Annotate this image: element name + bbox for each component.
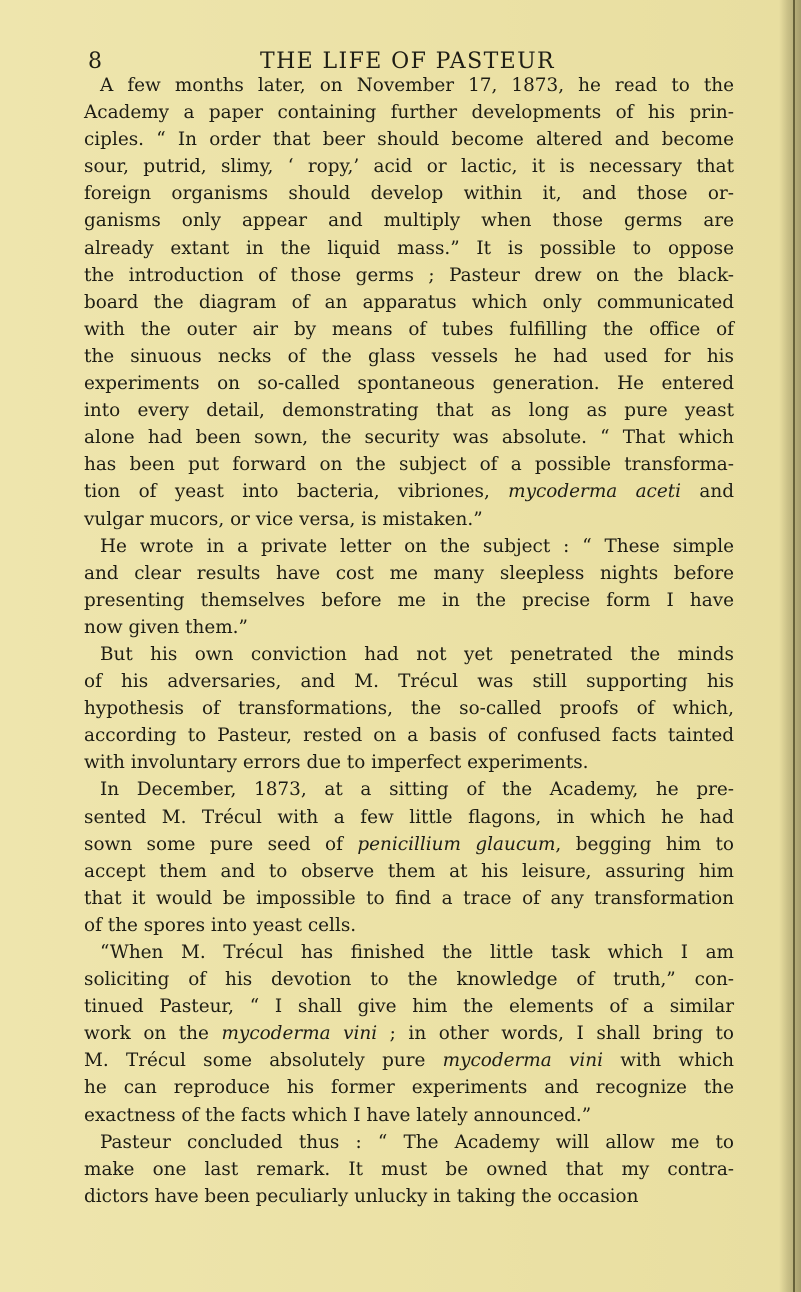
page-number: 8 <box>88 49 103 74</box>
text-line: with the outer air by means of tubes fulfilling the office of <box>84 318 734 340</box>
text-line: has been put forward on the subject of a possible transforma- <box>84 454 734 476</box>
italic-term: penicillium glaucum <box>357 833 556 855</box>
text-line: he can reproduce his former experiments and recognize the <box>84 1077 734 1099</box>
text-line: Academy a paper containing further developments of his prin- <box>84 102 734 124</box>
text-line: work on the mycoderma vini ; in other words, I shall bring to <box>84 1023 734 1045</box>
text-line: that it would be impossible to find a trace of any transformation <box>84 887 734 909</box>
text-line: the sinuous necks of the glass vessels he had used for his <box>84 345 734 367</box>
text-line: board the diagram of an apparatus which only communicated <box>84 291 734 313</box>
text-line: A few months later, on November 17, 1873, he read to the <box>100 75 734 96</box>
text-line: Pasteur concluded thus : “ The Academy will allow me to <box>100 1131 734 1153</box>
text-line: vulgar mucors, or vice versa, is mistaken.” <box>84 508 483 530</box>
italic-term: mycoderma vini <box>442 1050 603 1072</box>
text-line: In December, 1873, at a sitting of the Academy, he pre- <box>100 779 734 801</box>
text-line: foreign organisms should develop within it, and those or- <box>84 183 734 205</box>
text-line: ganisms only appear and multiply when those germs are <box>84 210 734 232</box>
text-line: “When M. Trécul has finished the little task which I am <box>100 942 734 963</box>
text-line: ciples. “ In order that beer should become altered and become <box>84 129 734 151</box>
text-line: presenting themselves before me in the precise form I have <box>84 589 734 611</box>
text-line: sown some pure seed of penicillium glaucum, begging him to <box>84 833 734 855</box>
text-line: make one last remark. It must be owned that my contra- <box>84 1158 734 1180</box>
page-gutter-shadow <box>779 0 801 1292</box>
running-head: THE LIFE OF PASTEUR <box>260 49 556 74</box>
page-edge <box>793 0 795 1292</box>
text-line: alone had been sown, the security was absolute. “ That which <box>84 427 734 449</box>
text-line: He wrote in a private letter on the subject : “ These simple <box>100 535 734 557</box>
text-line: already extant in the liquid mass.” It is possible to oppose <box>84 237 734 259</box>
text-line: now given them.” <box>84 616 248 638</box>
text-line: exactness of the facts which I have lately announced.” <box>84 1104 592 1126</box>
text-line: But his own conviction had not yet penetrated the minds <box>100 643 734 665</box>
text-line: of his adversaries, and M. Trécul was still supporting his <box>84 671 734 693</box>
text-line: accept them and to observe them at his leisure, assuring him <box>84 860 734 882</box>
text-line: the introduction of those germs ; Pasteur drew on the black- <box>84 264 734 286</box>
body-text <box>84 72 734 1210</box>
text-line: according to Pasteur, rested on a basis of confused facts tainted <box>84 725 734 747</box>
text-line: experiments on so-called spontaneous generation. He entered <box>84 373 734 395</box>
text-line: M. Trécul some absolutely pure mycoderma vini with which <box>84 1050 734 1072</box>
text-line: with involuntary errors due to imperfect experiments. <box>84 752 589 774</box>
text-line: dictors have been peculiarly unlucky in taking the occasion <box>84 1185 639 1207</box>
text-line: tinued Pasteur, “ I shall give him the elements of a similar <box>84 996 734 1018</box>
text-line: and clear results have cost me many sleepless nights before <box>84 562 734 584</box>
italic-term: mycoderma aceti <box>508 481 682 503</box>
text-line: sour, putrid, slimy, ‘ ropy,’ acid or lactic, it is necessary that <box>84 156 734 178</box>
italic-term: mycoderma vini <box>221 1023 378 1045</box>
text-line: into every detail, demonstrating that as long as pure yeast <box>84 400 734 422</box>
text-line: soliciting of his devotion to the knowledge of truth,” con- <box>84 969 734 991</box>
text-line: tion of yeast into bacteria, vibriones, mycoderma aceti and <box>84 481 734 503</box>
text-line: of the spores into yeast cells. <box>84 914 357 936</box>
text-line: sented M. Trécul with a few little flagons, in which he had <box>84 806 734 828</box>
text-line: hypothesis of transformations, the so-called proofs of which, <box>84 698 734 720</box>
